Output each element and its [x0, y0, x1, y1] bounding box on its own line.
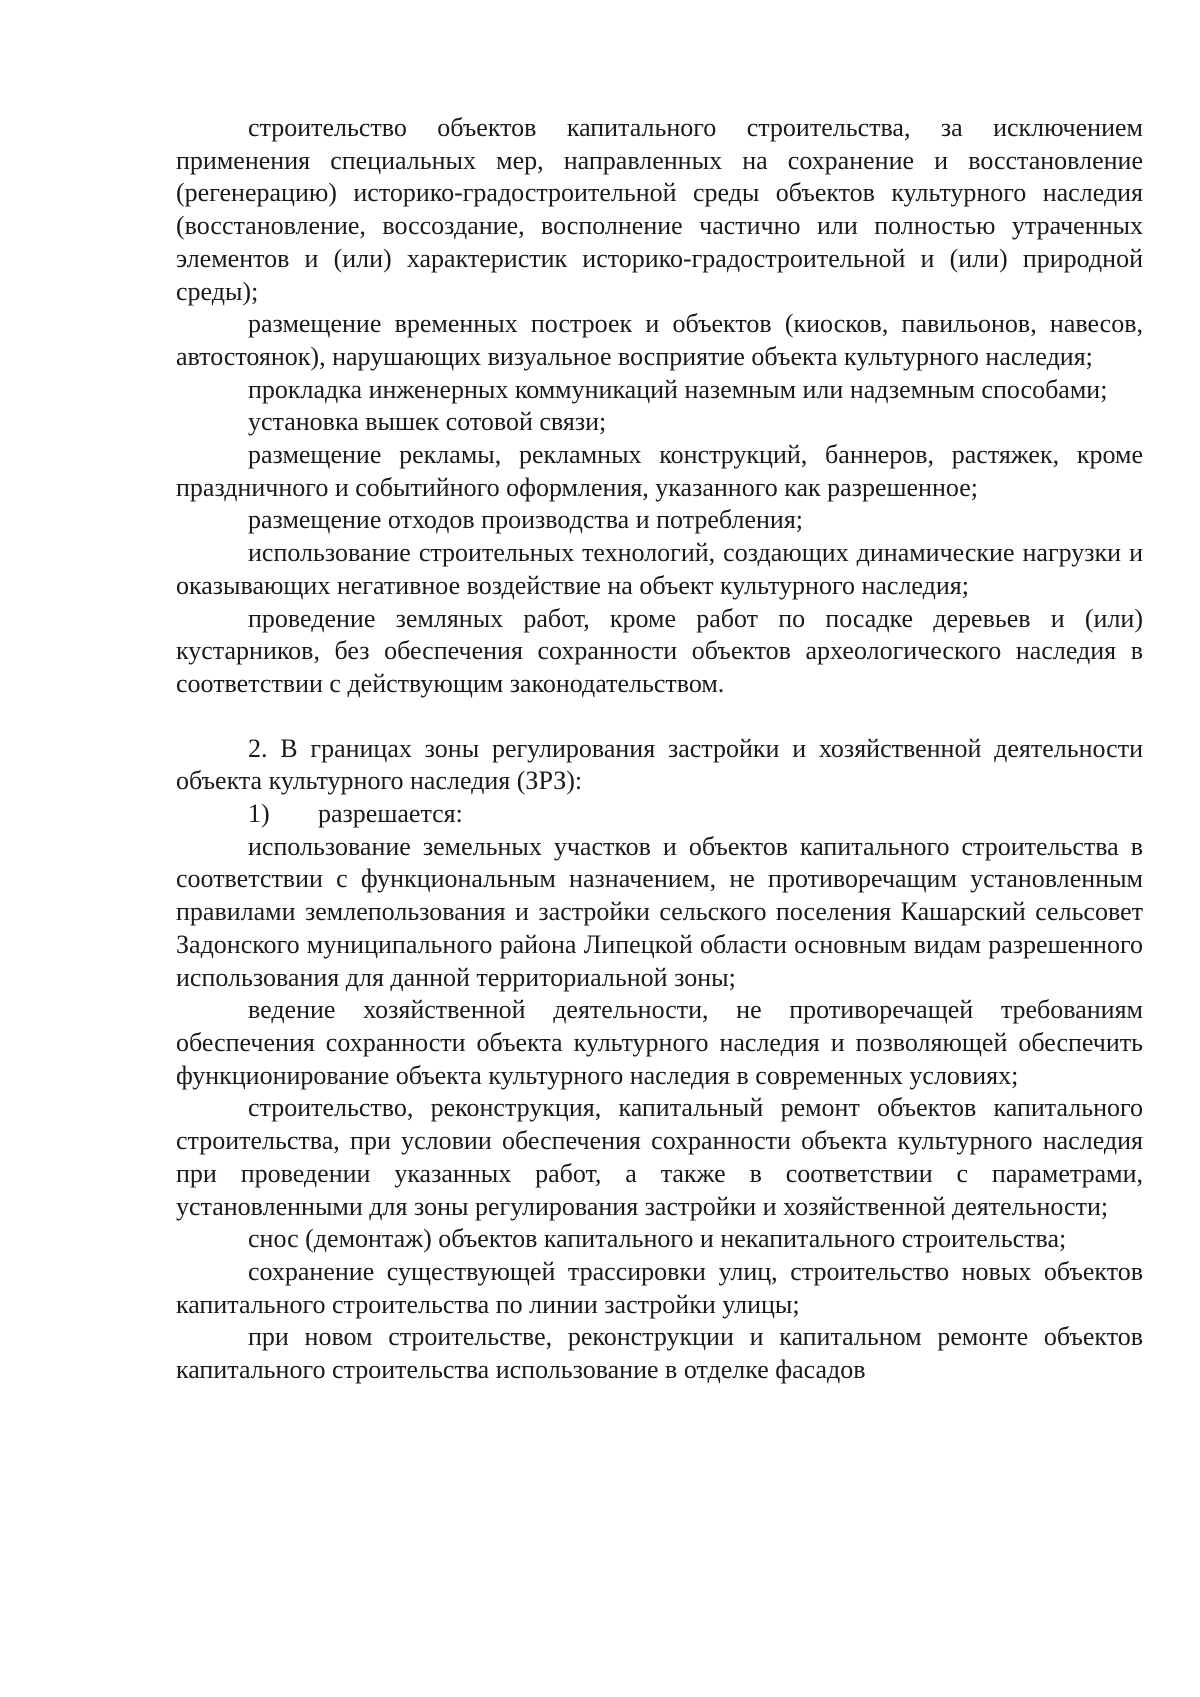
section-2-heading: 2. В границах зоны регулирования застройки и хозяйственной деятельности объекта культурного наследия (ЗРЗ):: [176, 733, 1143, 796]
paragraph-8: проведение земляных работ, кроме работ по посадке деревьев и (или) кустарников, без обеспечения сохранности объектов археологического наследия в соответствии с действующим законодательством.: [176, 603, 1143, 698]
paragraph-10: ведение хозяйственной деятельности, не противоречащей требованиям обеспечения сохранности объекта культурного наследия и позволяющей обеспечить функционирование объекта культурного наследия в современных условиях;: [176, 995, 1143, 1090]
paragraph-3: прокладка инженерных коммуникаций наземным или надземным способами;: [248, 374, 1108, 404]
paragraph-6: размещение отходов производства и потребления;: [248, 505, 804, 535]
paragraph-13: сохранение существующей трассировки улиц, строительство новых объектов капитального строительства по линии застройки улицы;: [176, 1256, 1143, 1319]
paragraph-2: размещение временных построек и объектов (киосков, павильонов, навесов, автостоянок), нарушающих визуальное восприятие объекта культурного наследия;: [176, 309, 1143, 371]
paragraph-7: использование строительных технологий, создающих динамические нагрузки и оказывающих негативное воздействие на объект культурного наследия;: [176, 538, 1143, 600]
section-gap: [176, 701, 1143, 733]
document-text: [176, 112, 1143, 1387]
list-item-number: 1): [248, 799, 270, 829]
paragraph-11: строительство, реконструкция, капитальный ремонт объектов капитального строительства, при условии обеспечения сохранности объекта культурного наследия при проведении указанных работ, а также в соответствии с параметрами, установленными для зоны регулирования застройки и хозяйственной деятельности;: [176, 1093, 1143, 1221]
paragraph-14: при новом строительстве, реконструкции и капитальном ремонте объектов капитального строительства использование в отделке фасадов: [176, 1322, 1143, 1385]
paragraph-4: установка вышек сотовой связи;: [248, 407, 607, 437]
paragraph-9: использование земельных участков и объектов капитального строительства в соответствии с функциональным назначением, не противоречащим установленным правилами землепользования и застройки сельского поселения Кашарский сельсовет Задонского муниципального района Липецкой области основным видам разрешенного использования для данной территориальной зоны;: [176, 831, 1143, 992]
paragraph-1: строительство объектов капитального строительства, за исключением применения специальных мер, направленных на сохранение и восстановление (регенерацию) историко-градостроительной среды объектов культурного наследия (восстановление, воссоздание, восполнение частично или полностью утраченных элементов и (или) характеристик историко-градостроительной и (или) природной среды);: [176, 113, 1143, 306]
list-item-1: [176, 798, 1143, 831]
paragraph-12: снос (демонтаж) объектов капитального и некапитального строительства;: [248, 1224, 1067, 1254]
list-item-label: разрешается:: [318, 799, 463, 829]
paragraph-5: размещение рекламы, рекламных конструкций, баннеров, растяжек, кроме праздничного и событийного оформления, указанного как разрешенное;: [176, 440, 1143, 502]
